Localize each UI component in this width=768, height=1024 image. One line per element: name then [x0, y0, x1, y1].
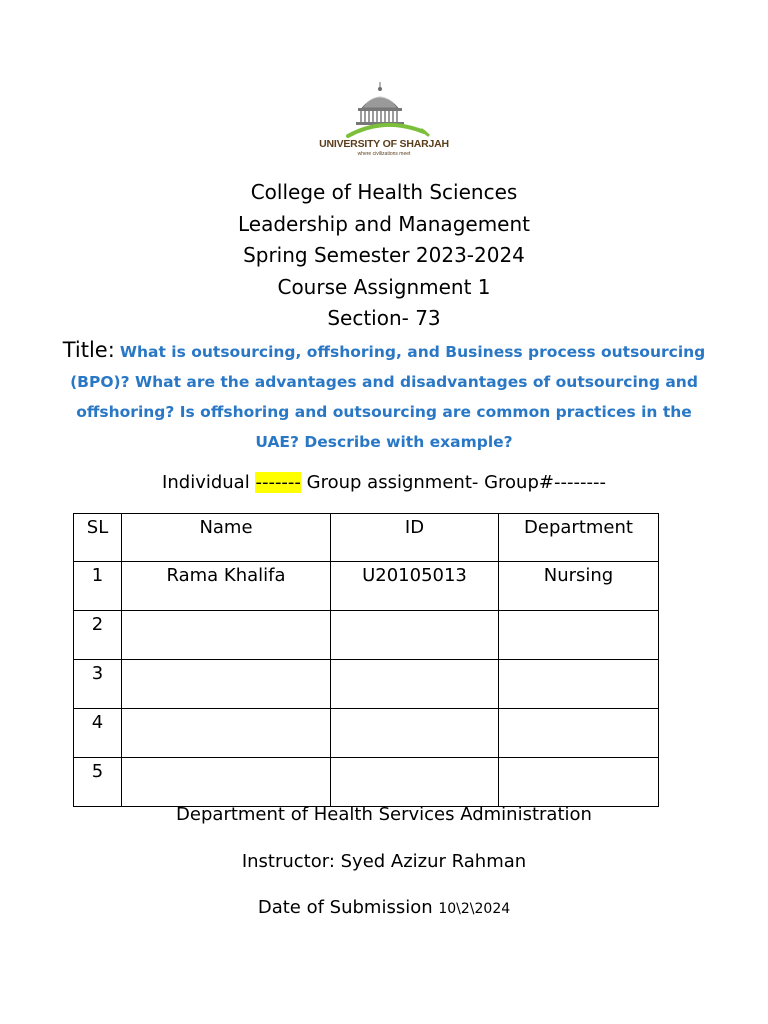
- university-tagline: where civilizations meet: [357, 151, 411, 157]
- cell-id: [331, 660, 499, 709]
- cell-department: Nursing: [499, 562, 659, 611]
- cell-sl: 5: [74, 758, 122, 807]
- cell-department: [499, 660, 659, 709]
- cell-department: [499, 611, 659, 660]
- table-row: [74, 660, 659, 709]
- table-row: [74, 562, 659, 611]
- cell-name: [122, 758, 331, 807]
- column-header-id: ID: [331, 514, 499, 562]
- individual-label: Individual: [162, 472, 250, 493]
- cell-sl: 1: [74, 562, 122, 611]
- group-label: Group assignment- Group#--------: [306, 472, 606, 493]
- date-label: Date of Submission: [257, 897, 433, 918]
- cell-sl: 2: [74, 611, 122, 660]
- column-header-sl: SL: [74, 514, 122, 562]
- dome-emblem-icon: [318, 80, 450, 140]
- cell-id: [331, 709, 499, 758]
- assignment-heading: Course Assignment 1: [277, 275, 491, 299]
- course-heading: Leadership and Management: [237, 212, 530, 236]
- cell-name: [122, 660, 331, 709]
- assignment-title: [60, 336, 708, 457]
- cell-id: [331, 611, 499, 660]
- column-header-name: Name: [122, 514, 331, 562]
- table-row: [74, 758, 659, 807]
- university-logo: [318, 80, 450, 162]
- university-name: UNIVERSITY OF SHARJAH: [319, 138, 449, 150]
- column-header-department: Department: [499, 514, 659, 562]
- cell-department: [499, 758, 659, 807]
- cell-name: [122, 709, 331, 758]
- cell-id: [331, 758, 499, 807]
- semester-heading: Spring Semester 2023-2024: [243, 243, 525, 267]
- date-value: 10\2\2024: [438, 901, 511, 917]
- individual-highlight-mark: -------: [255, 472, 301, 493]
- title-text: What is outsourcing, offshoring, and Business process outsourcing (BPO)? What are the advantages and disadvantages of outsourcing and offshoring? Is offshoring and outsourcing are common practices in the UAE? Describe with example?: [70, 343, 706, 451]
- members-table: [73, 513, 659, 807]
- table-row: [74, 611, 659, 660]
- table-row: [74, 709, 659, 758]
- cell-sl: 4: [74, 709, 122, 758]
- cell-sl: 3: [74, 660, 122, 709]
- table-header-row: [74, 514, 659, 562]
- department-line: Department of Health Services Administration: [176, 804, 592, 825]
- instructor-line: Instructor: Syed Azizur Rahman: [241, 851, 527, 872]
- title-label: Title:: [62, 338, 115, 362]
- section-heading: Section- 73: [327, 306, 441, 330]
- cell-id: U20105013: [331, 562, 499, 611]
- cell-name: Rama Khalifa: [122, 562, 331, 611]
- submission-date-line: [0, 896, 768, 921]
- cell-department: [499, 709, 659, 758]
- college-heading: College of Health Sciences: [250, 180, 518, 204]
- assignment-type-line: [0, 470, 768, 496]
- cell-name: [122, 611, 331, 660]
